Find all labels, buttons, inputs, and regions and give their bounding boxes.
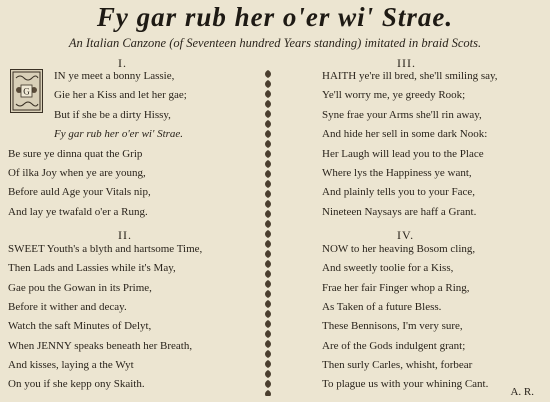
s2-line: Then Lads and Lassies while it's May, bbox=[8, 262, 176, 275]
s3-line: Nineteen Naysays are haff a Grant. bbox=[322, 205, 477, 218]
initial-letter: G bbox=[23, 86, 30, 97]
divider-leaf-icon bbox=[265, 370, 271, 378]
s2-line: SWEET Youth's a blyth and hartsome Time, bbox=[8, 243, 203, 255]
s4-line: Are of the Gods indulgent grant; bbox=[322, 339, 466, 352]
s2-line: Watch the saft Minutes of Delyt, bbox=[8, 320, 152, 333]
s1-line: Of ilka Joy when ye are young, bbox=[8, 167, 146, 179]
s2-line: Before it wither and decay. bbox=[8, 300, 127, 313]
s3-line: Her Laugh will lead you to the Place bbox=[322, 147, 484, 160]
s1-line: IN ye meet a bonny Lassie, bbox=[54, 70, 175, 82]
divider-leaf-icon bbox=[265, 330, 271, 338]
stanza-3-numeral: III. bbox=[397, 56, 416, 70]
s1-line: And lay ye twafald o'er a Rung. bbox=[8, 205, 148, 218]
s3-line: And plainly tells you to your Face, bbox=[322, 186, 476, 199]
divider-leaf-icon bbox=[265, 220, 271, 228]
stanza-1-numeral: I. bbox=[118, 56, 127, 70]
s3-line: HAITH ye're ill bred, she'll smiling say, bbox=[322, 70, 498, 82]
divider-leaf-icon bbox=[265, 380, 271, 388]
s1-line: Gie her a Kiss and let her gae; bbox=[54, 89, 187, 102]
divider-leaf-icon bbox=[265, 300, 271, 308]
divider-leaf-icon bbox=[265, 340, 271, 348]
divider-leaf-icon bbox=[265, 290, 271, 298]
divider-leaf-icon bbox=[265, 120, 271, 128]
signature: A. R. bbox=[510, 386, 534, 398]
s2-line: On you if she kepp ony Skaith. bbox=[8, 378, 145, 391]
divider-leaf-icon bbox=[265, 160, 271, 168]
poem-title: Fy gar rub her o'er wi' Strae. bbox=[96, 2, 454, 32]
divider-leaf-icon bbox=[265, 260, 271, 268]
s3-line: Ye'll worry me, ye greedy Rook; bbox=[322, 89, 466, 102]
s4-line: Frae her fair Finger whop a Ring, bbox=[322, 281, 470, 294]
divider-leaf-icon bbox=[265, 250, 271, 258]
divider-leaf-icon bbox=[265, 90, 271, 98]
s4-line: These Bennisons, I'm very sure, bbox=[322, 320, 463, 333]
s1-line: Fy gar rub her o'er wi' Strae. bbox=[54, 128, 184, 141]
stanza-2-numeral: II. bbox=[118, 228, 132, 242]
s4-line: NOW to her heaving Bosom cling, bbox=[322, 243, 476, 255]
s3-line: Syne frae your Arms she'll rin away, bbox=[322, 108, 482, 121]
s1-line: But if she be a dirty Hissy, bbox=[54, 108, 171, 121]
divider-leaf-icon bbox=[265, 130, 271, 138]
divider-leaf-icon bbox=[265, 240, 271, 248]
divider-leaf-icon bbox=[265, 180, 271, 188]
s2-line: And kisses, laying a the Wyt bbox=[8, 358, 134, 371]
divider-leaf-icon bbox=[265, 110, 271, 118]
divider-leaf-icon bbox=[265, 100, 271, 108]
divider-leaf-icon bbox=[265, 390, 271, 396]
s3-line: And hide her sell in some dark Nook: bbox=[322, 128, 488, 141]
divider-leaf-icon bbox=[265, 170, 271, 178]
divider-leaf-icon bbox=[265, 350, 271, 358]
divider-leaf-icon bbox=[265, 360, 271, 368]
ornamental-initial-icon bbox=[11, 70, 42, 112]
divider-leaf-icon bbox=[265, 230, 271, 238]
s4-line: As Taken of a future Bless. bbox=[322, 300, 442, 313]
divider-leaf-icon bbox=[265, 190, 271, 198]
stanza-4-numeral: IV. bbox=[397, 228, 415, 242]
s4-line: To plague us with your whining Cant. bbox=[322, 378, 489, 391]
divider-leaf-icon bbox=[265, 280, 271, 288]
divider-leaf-icon bbox=[265, 140, 271, 148]
poem-subtitle: An Italian Canzone (of Seventeen hundred Years standing) imitated in braid Scots. bbox=[68, 36, 482, 50]
divider-leaf-icon bbox=[265, 310, 271, 318]
divider-leaf-icon bbox=[265, 70, 271, 78]
s2-line: Gae pou the Gowan in its Prime, bbox=[8, 281, 152, 294]
divider-leaf-icon bbox=[265, 320, 271, 328]
divider-leaf-icon bbox=[265, 270, 271, 278]
divider-leaf-icon bbox=[265, 200, 271, 208]
s2-line: When JENNY speaks beneath her Breath, bbox=[8, 339, 193, 352]
ornamental-initial bbox=[10, 69, 43, 113]
divider-leaf-icon bbox=[265, 80, 271, 88]
s4-line: Then surly Carles, whisht, forbear bbox=[322, 358, 473, 371]
s1-line: Be sure ye dinna quat the Grip bbox=[8, 147, 143, 160]
s1-line: Before auld Age your Vitals nip, bbox=[8, 186, 151, 199]
ornamental-divider bbox=[262, 66, 274, 396]
divider-leaf-icon bbox=[265, 210, 271, 218]
s4-line: And sweetly toolie for a Kiss, bbox=[322, 262, 454, 275]
divider-leaf-icon bbox=[265, 150, 271, 158]
s3-line: Where lys the Happiness ye want, bbox=[322, 167, 472, 179]
